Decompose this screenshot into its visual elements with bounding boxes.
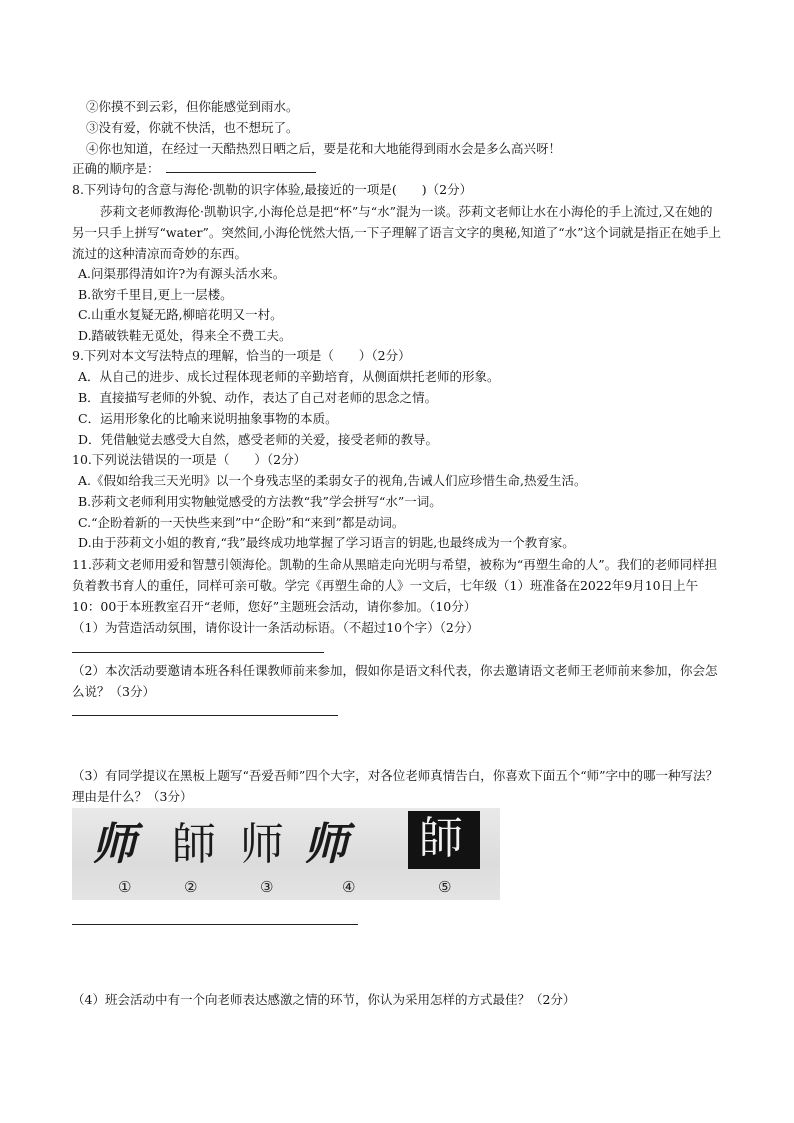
q10-option-a: A.《假如给我三天光明》以一个身残志坚的柔弱女子的视角,告诫人们应珍惜生命,热爱生活。 — [78, 473, 587, 488]
q10-stem: 10.下列说法错误的一项是（ ）（2分） — [72, 452, 307, 467]
q11-intro: 11.莎莉文老师用爱和智慧引领海伦。凯勒的生命从黑暗走向光明与希望，被称为“再塑生命的人”。我们的老师同样担负着教书育人的重任，同样可亲可敬。学完《再塑生命的人》一文后，七年级（1）班准备在2022年9月10日上午10：00于本班教室召开“老师，您好”主题班会活动，请你参加。（10分） — [72, 557, 718, 614]
calligraphy-char-5: 師 — [419, 813, 463, 864]
calligraphy-char-5-box — [408, 811, 480, 869]
q9-option-d: D．凭借触觉去感受大自然，感受老师的关爱，接受老师的教导。 — [78, 432, 439, 447]
q11-sub3-answer-line[interactable] — [72, 924, 358, 925]
q8-option-c: C.山重水复疑无路,柳暗花明又一村。 — [78, 307, 283, 322]
q8-stem: 8.下列诗句的含意与海伦·凯勒的识字体验,最接近的一项是( )（2分） — [72, 182, 473, 197]
q10-option-d: D.由于莎莉文小姐的教育,“我”最终成功地掌握了学习语言的钥匙,也最终成为一个教育家。 — [78, 535, 575, 550]
q8-option-b: B.欲穷千里目,更上一层楼。 — [78, 287, 233, 302]
calligraphy-label-1: ① — [118, 878, 132, 896]
calligraphy-char-3: 师 — [240, 819, 284, 870]
calligraphy-label-5: ⑤ — [438, 878, 452, 896]
q11-sub1: （1）为营造活动氛围，请你设计一条活动标语。（不超过10个字）（2分） — [72, 620, 479, 635]
q8-option-d: D.踏破铁鞋无觅处，得来全不费工夫。 — [78, 328, 292, 343]
q8-option-a: A.问渠那得清如许?为有源头活水来。 — [78, 266, 286, 281]
calligraphy-char-1: 师 — [92, 819, 136, 870]
q9-option-a: A．从自己的进步、成长过程体现老师的辛勤培育，从侧面烘托老师的形象。 — [78, 369, 500, 384]
q7-answer-label: 正确的顺序是： — [72, 161, 160, 176]
q11-sub2: （2）本次活动要邀请本班各科任课教师前来参加，假如你是语文科代表，你去邀请语文老师王老师前来参加，你会怎么说？（3分） — [72, 663, 718, 699]
calligraphy-label-3: ③ — [260, 878, 274, 896]
q8-passage: 莎莉文老师教海伦·凯勒识字,小海伦总是把“杯”与“水”混为一谈。莎莉文老师让水在小海伦的手上流过,又在她的另一只手上拼写“water”。突然间,小海伦恍然大悟,一下子理解了语言文字的奥秘,知道了“水”这个词就是指正在她手上流过的这种清凉而奇妙的东西。 — [72, 204, 722, 261]
q10-option-b: B.莎莉文老师利用实物触觉感受的方法教“我”学会拼写“水”一词。 — [78, 494, 442, 509]
q11-sub2-answer-line[interactable] — [72, 715, 338, 716]
calligraphy-label-4: ④ — [342, 878, 356, 896]
calligraphy-image — [72, 808, 500, 900]
q7-item-3: ③没有爱，你就不快活，也不想玩了。 — [86, 120, 299, 135]
q9-option-c: C．运用形象化的比喻来说明抽象事物的本质。 — [78, 411, 338, 426]
q10-option-c: C.“企盼着新的一天快些来到”中“企盼”和“来到”都是动词。 — [78, 515, 405, 530]
q7-answer-line — [72, 160, 316, 178]
calligraphy-char-2: 師 — [172, 819, 216, 870]
calligraphy-label-2: ② — [184, 878, 198, 896]
calligraphy-char-4: 师 — [304, 819, 348, 870]
q11-sub1-answer-line[interactable] — [72, 652, 324, 653]
q11-sub4: （4）班会活动中有一个向老师表达感激之情的环节，你认为采用怎样的方式最佳？（2分） — [72, 992, 576, 1007]
q7-item-4: ④你也知道，在经过一天酷热烈日晒之后，要是花和大地能得到雨水会是多么高兴呀！ — [86, 141, 562, 156]
q7-item-2: ②你摸不到云彩，但你能感觉到雨水。 — [86, 99, 299, 114]
q9-option-b: B．直接描写老师的外貌、动作，表达了自己对老师的思念之情。 — [78, 390, 438, 405]
q9-stem: 9.下列对本文写法特点的理解，恰当的一项是（ ）（2分） — [72, 348, 411, 363]
q11-sub3: （3）有同学提议在黑板上题写“吾爱吾师”四个大字，对各位老师真情告白，你喜欢下面五个“师”字中的哪一种写法？理由是什么？（3分） — [72, 768, 719, 804]
q7-answer-blank[interactable] — [166, 160, 316, 173]
